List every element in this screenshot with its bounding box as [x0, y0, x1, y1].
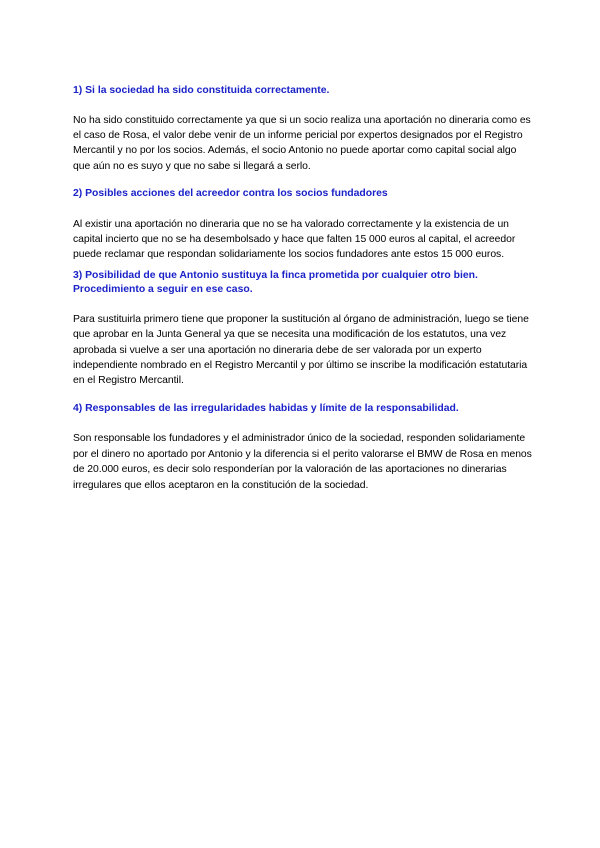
section-1-body: No ha sido constituido correctamente ya que si un socio realiza una aportación no dineraria como es el caso de Rosa, el valor debe venir de un informe pericial por expertos designados por el Registro Mercantil y no por los socios. Además, el socio Antonio no puede aportar como capital social algo que aún no es suyo y que no sabe si llegará a serlo.	[73, 114, 531, 172]
section-2-heading: 2) Posibles acciones del acreedor contra los socios fundadores	[73, 188, 388, 200]
document-page	[73, 84, 533, 501]
section-4-heading: 4) Responsables de las irregularidades habidas y límite de la responsabilidad.	[73, 402, 459, 414]
section-3-body: Para sustituirla primero tiene que proponer la sustitución al órgano de administración, luego se tiene que aprobar en la Junta General ya que se necesita una modificación de los estatutos, una vez aprobada si vuelve a ser una aportación no dineraria debe de ser valorada por un experto independiente nombrado en el Registro Mercantil y por último se inscribe la modificación estatutaria en el Registro Mercantil.	[73, 313, 529, 387]
section-2-body: Al existir una aportación no dineraria que no se ha valorado correctamente y la existencia de un capital incierto que no se ha desembolsado y hace que falten 15 000 euros al capital, el acreedor puede reclamar que respondan solidariamente los socios fundadores ante estos 15 000 euros.	[73, 218, 516, 261]
section-1-heading: 1) Si la sociedad ha sido constituida correctamente.	[73, 85, 330, 96]
section-4-body: Son responsable los fundadores y el administrador único de la sociedad, responden solidariamente por el dinero no aportado por Antonio y la diferencia si el perito valorarse el BMW de Rosa en menos de 20.000 euros, es decir solo responderían por la valoración de las aportaciones no dinerarias irregulares que ellos aceptaron en la constitución de la sociedad.	[73, 433, 532, 491]
section-2	[73, 187, 533, 263]
section-1	[73, 84, 533, 174]
section-4	[73, 402, 533, 493]
section-3	[73, 269, 533, 389]
section-3-heading: 3) Posibilidad de que Antonio sustituya la finca prometida por cualquier otro bien. Procedimiento a seguir en ese caso.	[73, 269, 478, 296]
